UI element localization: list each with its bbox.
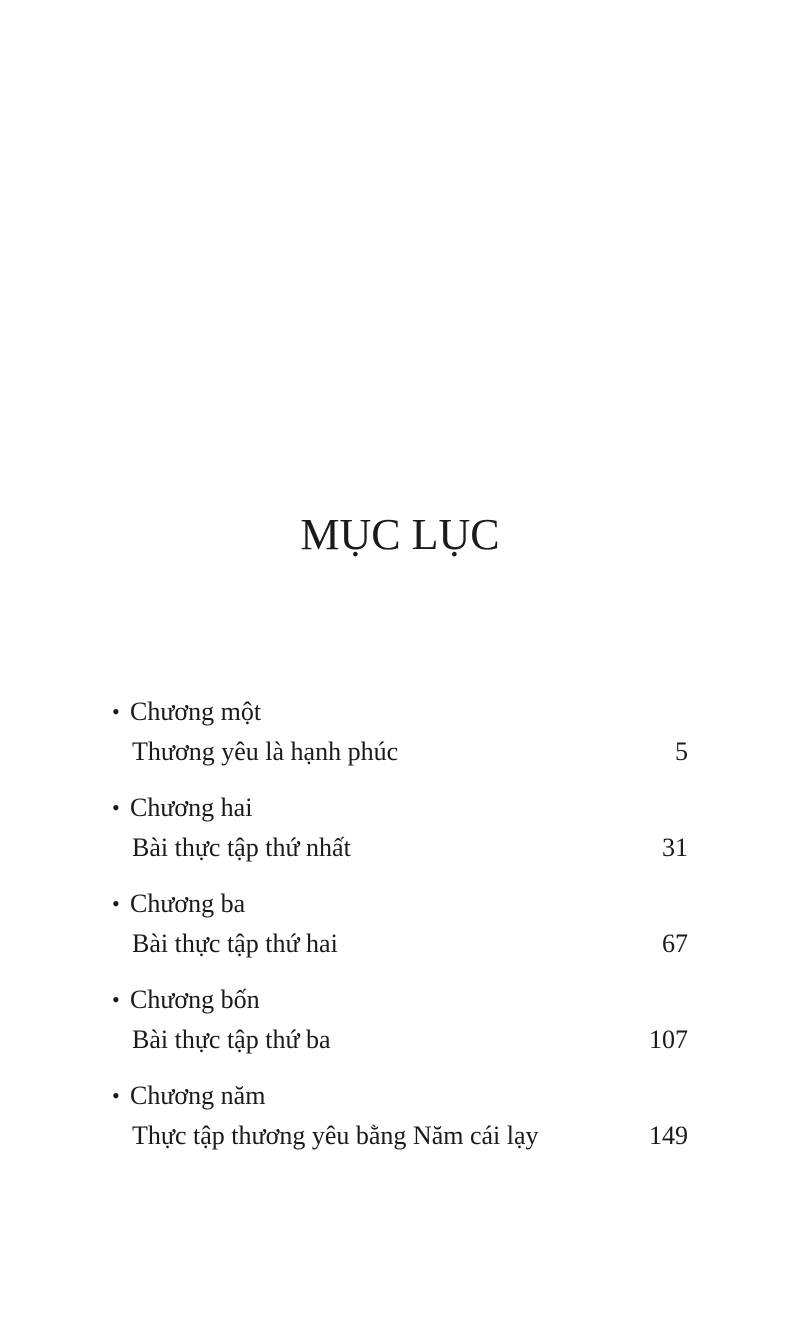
page-number: 31 (662, 833, 688, 862)
chapter-heading: Chương hai (130, 793, 253, 822)
page-number: 5 (675, 737, 688, 766)
toc-entry (112, 884, 688, 980)
toc-entry (112, 692, 688, 788)
toc-entry (112, 980, 688, 1076)
chapter-title: Bài thực tập thứ hai (132, 929, 338, 958)
page-number: 149 (649, 1121, 688, 1150)
page-number: 67 (662, 929, 688, 958)
table-of-contents (112, 692, 688, 1172)
chapter-heading: Chương năm (130, 1081, 266, 1110)
toc-entry (112, 1076, 688, 1172)
chapter-heading: Chương một (130, 697, 262, 726)
bullet-icon: • (112, 987, 120, 1012)
page-number: 107 (649, 1025, 688, 1054)
chapter-title: Thực tập thương yêu bằng Năm cái lạy (132, 1121, 539, 1150)
bullet-icon: • (112, 1083, 120, 1108)
chapter-title: Bài thực tập thứ nhất (132, 833, 351, 862)
chapter-title: Bài thực tập thứ ba (132, 1025, 331, 1054)
chapter-title: Thương yêu là hạnh phúc (132, 737, 399, 766)
page-title: MỤC LỤC (300, 510, 500, 559)
toc-entry (112, 788, 688, 884)
chapter-heading: Chương ba (130, 889, 246, 918)
bullet-icon: • (112, 795, 120, 820)
chapter-heading: Chương bốn (130, 985, 260, 1014)
bullet-icon: • (112, 891, 120, 916)
bullet-icon: • (112, 699, 120, 724)
